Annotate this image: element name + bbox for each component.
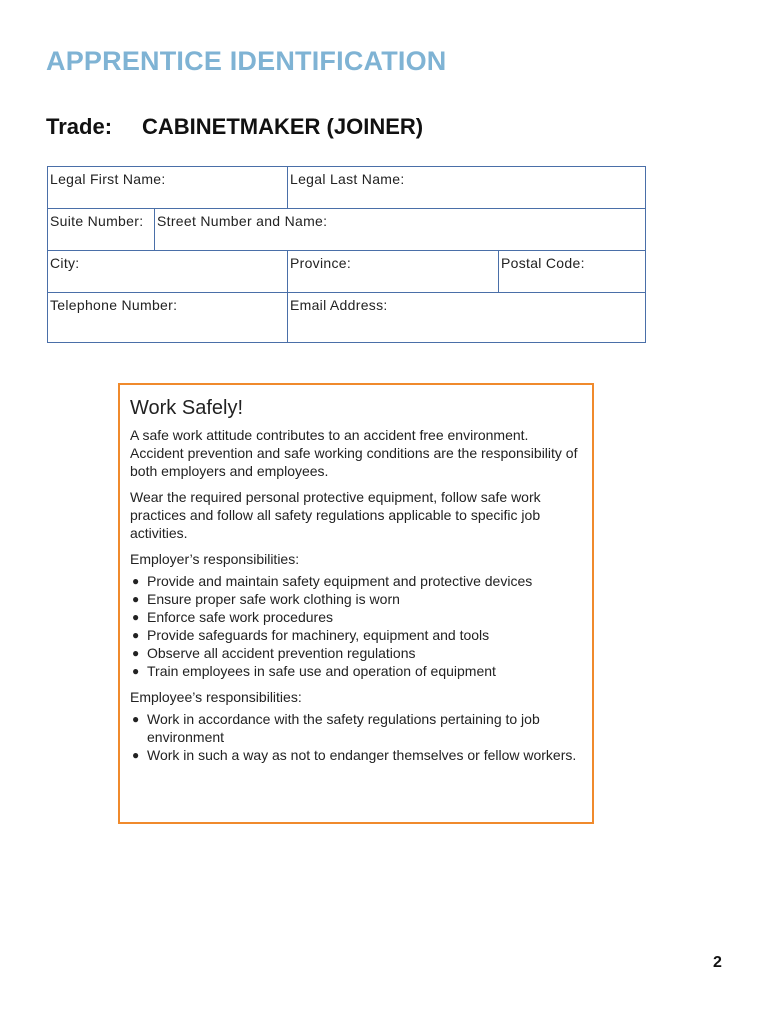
city-field[interactable]: City: [48,251,288,293]
trade-label: Trade: [46,114,113,139]
email-field[interactable]: Email Address: [288,293,646,343]
employee-heading: Employee’s responsibilities: [130,689,302,705]
list-item: ● Provide and maintain safety equipment and protective devices [132,573,533,589]
province-field[interactable]: Province: [288,251,499,293]
bullet-icon: ● [132,646,140,660]
postal-code-field[interactable]: Postal Code: [499,251,646,293]
bullet-icon: ● [132,748,140,762]
list-item: ● Enforce safe work procedures [132,609,333,625]
page-number: 2 [713,954,722,971]
safety-paragraph: Wear the required personal protective equipment, follow safe work practices and follow all safety regulations applicable to specific job activities. [130,489,541,541]
suite-number-field[interactable]: Suite Number: [48,209,155,251]
bullet-icon: ● [132,610,140,624]
employee-list [130,710,582,764]
bullet-icon: ● [132,664,140,678]
list-item: ● Train employees in safe use and operation of equipment [132,663,496,679]
apprentice-form [47,166,646,343]
street-field[interactable]: Street Number and Name: [155,209,646,251]
page-title: APPRENTICE IDENTIFICATION [46,46,447,76]
trade-row [46,114,423,140]
work-safely-box [118,383,594,824]
safety-heading: Work Safely! [130,397,243,419]
employer-heading: Employer’s responsibilities: [130,551,300,567]
trade-value: CABINETMAKER (JOINER) [142,114,424,139]
legal-first-name-field[interactable]: Legal First Name: [48,167,288,209]
list-item: ● Work in accordance with the safety regulations pertaining to job environment [132,711,540,745]
safety-paragraph: A safe work attitude contributes to an accident free environment. Accident prevention and safe working conditions are the responsibility of both employers and employees. [130,427,578,479]
legal-last-name-field[interactable]: Legal Last Name: [288,167,646,209]
bullet-icon: ● [132,628,140,642]
list-item: ● Observe all accident prevention regulations [132,645,416,661]
list-item: ● Ensure proper safe work clothing is worn [132,591,400,607]
bullet-icon: ● [132,592,140,606]
bullet-icon: ● [132,574,140,588]
bullet-icon: ● [132,712,140,726]
employer-list [130,572,582,680]
telephone-field[interactable]: Telephone Number: [48,293,288,343]
list-item: ● Provide safeguards for machinery, equipment and tools [132,627,490,643]
list-item: ● Work in such a way as not to endanger themselves or fellow workers. [132,747,577,763]
